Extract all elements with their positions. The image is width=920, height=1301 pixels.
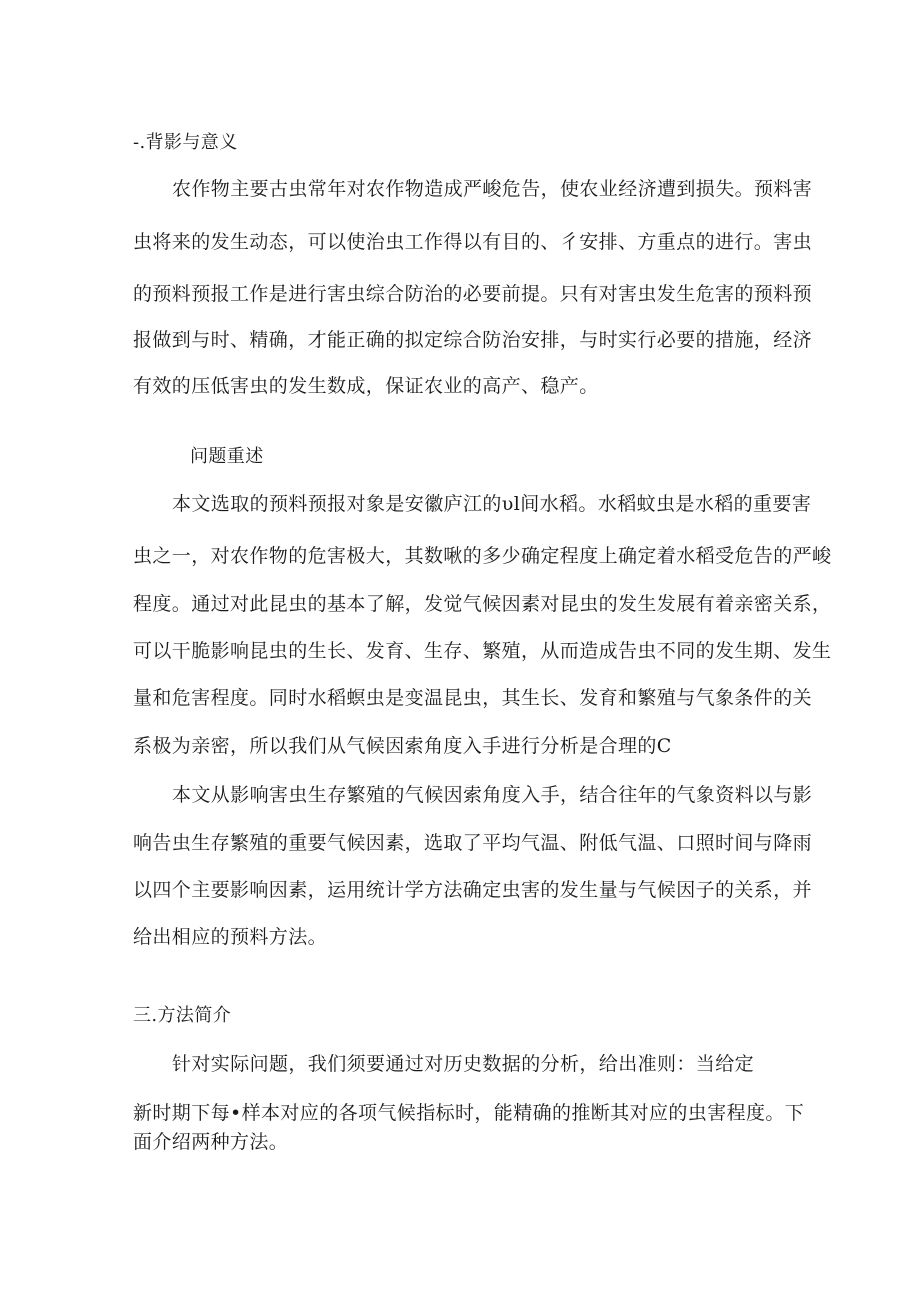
paragraph-line: 给出相应的预料方法。 <box>133 926 328 948</box>
paragraph-line: 新时期下每•样本对应的各项气候指标时，能精确的推断其对应的虫害程度。下 <box>133 1102 805 1124</box>
paragraph-line: 虫将来的发生动态，可以使治虫工作得以有目的、彳安排、方重点的进行。害虫 <box>133 231 813 253</box>
paragraph-line: 虫之一，对农作物的危害极大，其数啾的多少确定程度上确定着水稻受危告的严峻 <box>133 545 832 567</box>
paragraph-line: 量和危害程度。同时水稻螟虫是变温昆虫，其生长、发育和繁殖与气象条件的关 <box>133 687 813 709</box>
section-heading: 问题重述 <box>190 446 264 467</box>
paragraph-line: 的预料预报工作是进行害虫综合防治的必要前提。只有对害虫发生危害的预料预 <box>133 283 813 305</box>
paragraph-line: 本文从影响害虫生存繁殖的气候因索角度入手，结合往年的气象资料以与影 <box>172 784 813 806</box>
paragraph-line: 响告虫生存繁殖的重要气候因素，选取了平均气温、附低气温、口照时间与降雨 <box>133 832 813 854</box>
paragraph-line: 有效的压低害虫的发生数成，保证农业的高产、稳产。 <box>133 375 599 397</box>
paragraph-line: 农作物主要古虫常年对农作物造成严峻危告，使农业经济遭到损失。预料害 <box>172 178 813 200</box>
paragraph-line: 系极为亲密，所以我们从气候因索角度入手进行分析是合理的C <box>133 735 672 757</box>
paragraph-line: 可以干脆影响昆虫的生长、发育、生存、繁殖，从而造成告虫不同的发生期、发生 <box>133 640 832 662</box>
section-heading: -.背影与意义 <box>133 132 238 153</box>
paragraph-line: 针对实际问题，我们须要通过对历史数据的分析，给出准则：当给定 <box>172 1053 755 1075</box>
paragraph-line: 报做到与时、精确，才能正确的拟定综合防治安排，与时实行必要的措施，经济 <box>133 329 813 351</box>
section-heading: 三.方法简介 <box>133 1005 232 1026</box>
paragraph-line: 面介绍两种方法。 <box>133 1131 289 1153</box>
paragraph-line: 程度。通过对此昆虫的基本了解，发觉气候因素对昆虫的发生发展有着亲密关系， <box>133 593 832 615</box>
paragraph-line: 以四个主要影响因素，运用统计学方法确定虫害的发生量与气候因子的关系，并 <box>133 879 813 901</box>
paragraph-line: 本文选取的预料预报对象是安徽庐江的υl间水稻。水稻蚊虫是水稻的重要害 <box>172 493 812 515</box>
